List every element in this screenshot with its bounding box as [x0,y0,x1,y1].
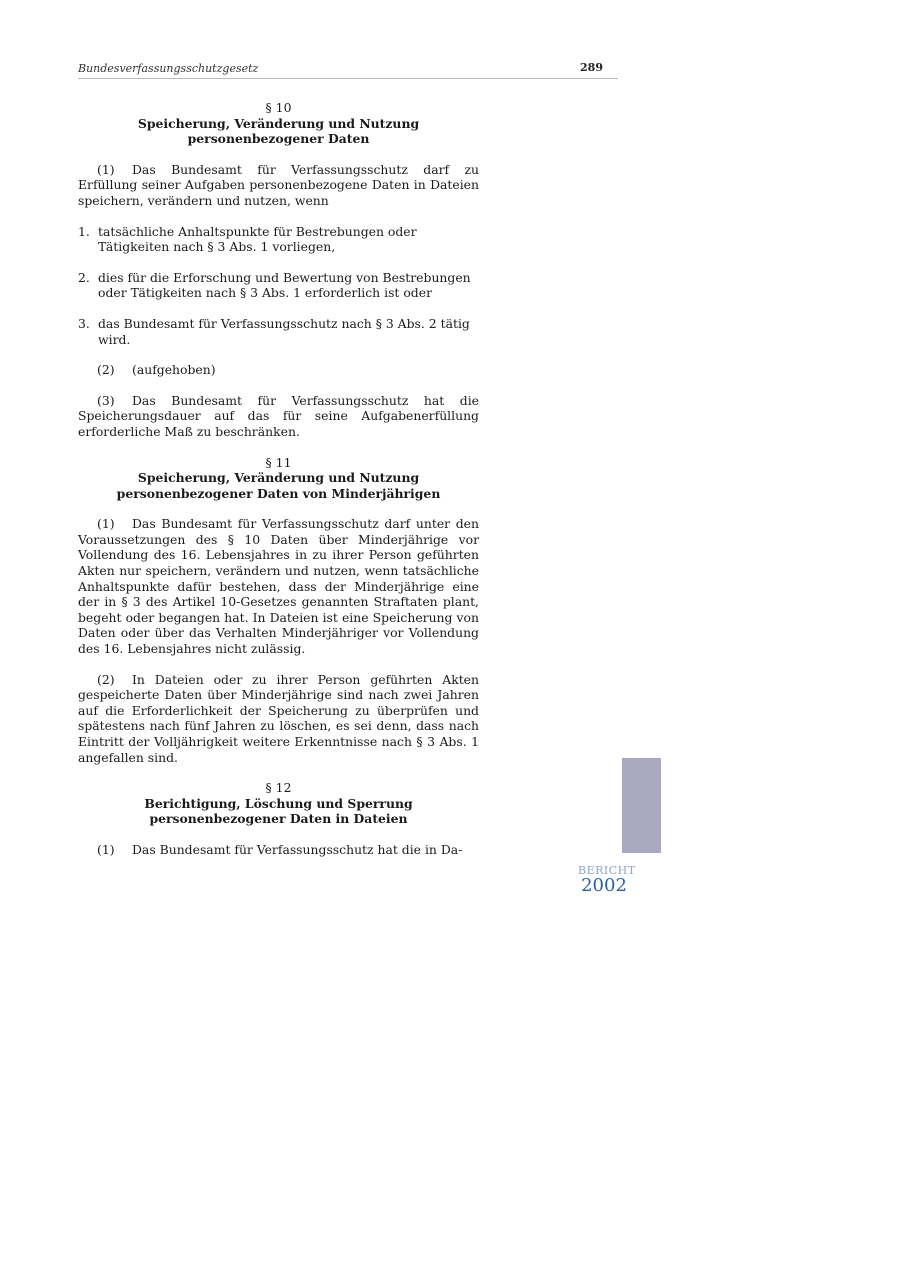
list-item-text: das Bundesamt für Verfassungsschutz nach § 3 Abs. 2 tätig wird. [98,315,470,347]
list-item [78,270,479,301]
paragraph-text: (aufgehoben) [132,362,216,378]
margin-color-block [622,758,661,853]
list-item [78,224,479,255]
paragraph [78,842,479,858]
page-number: 289 [580,61,603,74]
logo-word: BERICHT [578,864,636,877]
section-title-line: personenbezogener Daten [187,131,370,147]
document-body [78,100,479,873]
list-item [78,316,479,347]
list-item-number: 1. [78,223,90,239]
section-number: § 10 [265,100,292,115]
paragraph-text: Das Bundesamt für Verfassungsschutz hat die Speicherungsdauer auf das für seine Aufgabenerfüllung erforderliche Maß zu beschränken. [78,392,479,439]
running-title: Bundesverfassungsschutzgesetz [78,62,259,75]
logo-year: 2002 [581,875,627,896]
list-item-number: 3. [78,315,90,331]
section-title-line: personenbezogener Daten in Dateien [149,811,408,827]
report-logo [578,864,636,896]
paragraph-text: Das Bundesamt für Verfassungsschutz hat die in Da- [132,841,463,857]
paragraph-number: (3) [97,392,115,408]
paragraph [78,393,479,440]
section-title-line: Berichtigung, Löschung und Sperrung [144,795,413,811]
running-header [78,62,618,79]
list-item-text: tatsächliche Anhaltspunkte für Bestrebungen oder Tätigkeiten nach § 3 Abs. 1 vorliegen, [98,223,417,255]
section-number: § 11 [265,454,292,470]
paragraph [78,162,479,209]
paragraph-number: (1) [97,161,115,177]
section-11-heading [78,455,479,502]
section-title-line: Speicherung, Veränderung und Nutzung [137,470,420,486]
paragraph-number: (1) [97,516,115,532]
section-title-line: personenbezogener Daten von Minderjährigen [116,485,441,501]
section-12-heading [78,780,479,827]
paragraph-text: Das Bundesamt für Verfassungsschutz darf unter den Voraussetzungen des § 10 Daten über Minderjährige vor Vollendung des 16. Lebensjahres in zu ihrer Person geführten Akten nur speichern, verändern und nutzen, wenn tatsächliche Anhaltspunkte dafür bestehen, dass der Minderjährige eine der in § 3 des Artikel 10-Gesetzes genannten Straftaten plant, begeht oder begangen hat. In Dateien ist eine Speicherung von Daten oder über das Verhalten Minderjähriger vor Vollendung des 16. Lebensjahres nicht zulässig. [78,516,479,657]
section-number: § 12 [265,780,292,796]
paragraph-text: Das Bundesamt für Verfassungsschutz darf zu Erfüllung seiner Aufgaben personenbezogene Daten in Dateien speichern, verändern und nutzen, wenn [78,161,479,208]
paragraph [78,672,479,766]
paragraph [78,516,479,656]
section-title-line: Speicherung, Veränderung und Nutzung [137,115,420,131]
paragraph-text: In Dateien oder zu ihrer Person geführten Akten gespeicherte Daten über Minderjährige sind nach zwei Jahren auf die Erforderlichkeit der Speicherung zu überprüfen und spätestens nach fünf Jahren zu löschen, es sei denn, dass nach Eintritt der Volljährigkeit weitere Erkenntnisse nach § 3 Abs. 1 angefallen sind. [78,671,479,765]
list-item-text: dies für die Erforschung und Bewertung von Bestrebungen oder Tätigkeiten nach § 3 Abs. 1 erforderlich ist oder [98,269,471,301]
paragraph-number: (2) [97,671,115,687]
section-10-heading [78,100,479,147]
list-item-number: 2. [78,269,90,285]
paragraph-number: (1) [97,841,115,857]
paragraph [78,362,479,378]
paragraph-number: (2) [97,362,115,378]
